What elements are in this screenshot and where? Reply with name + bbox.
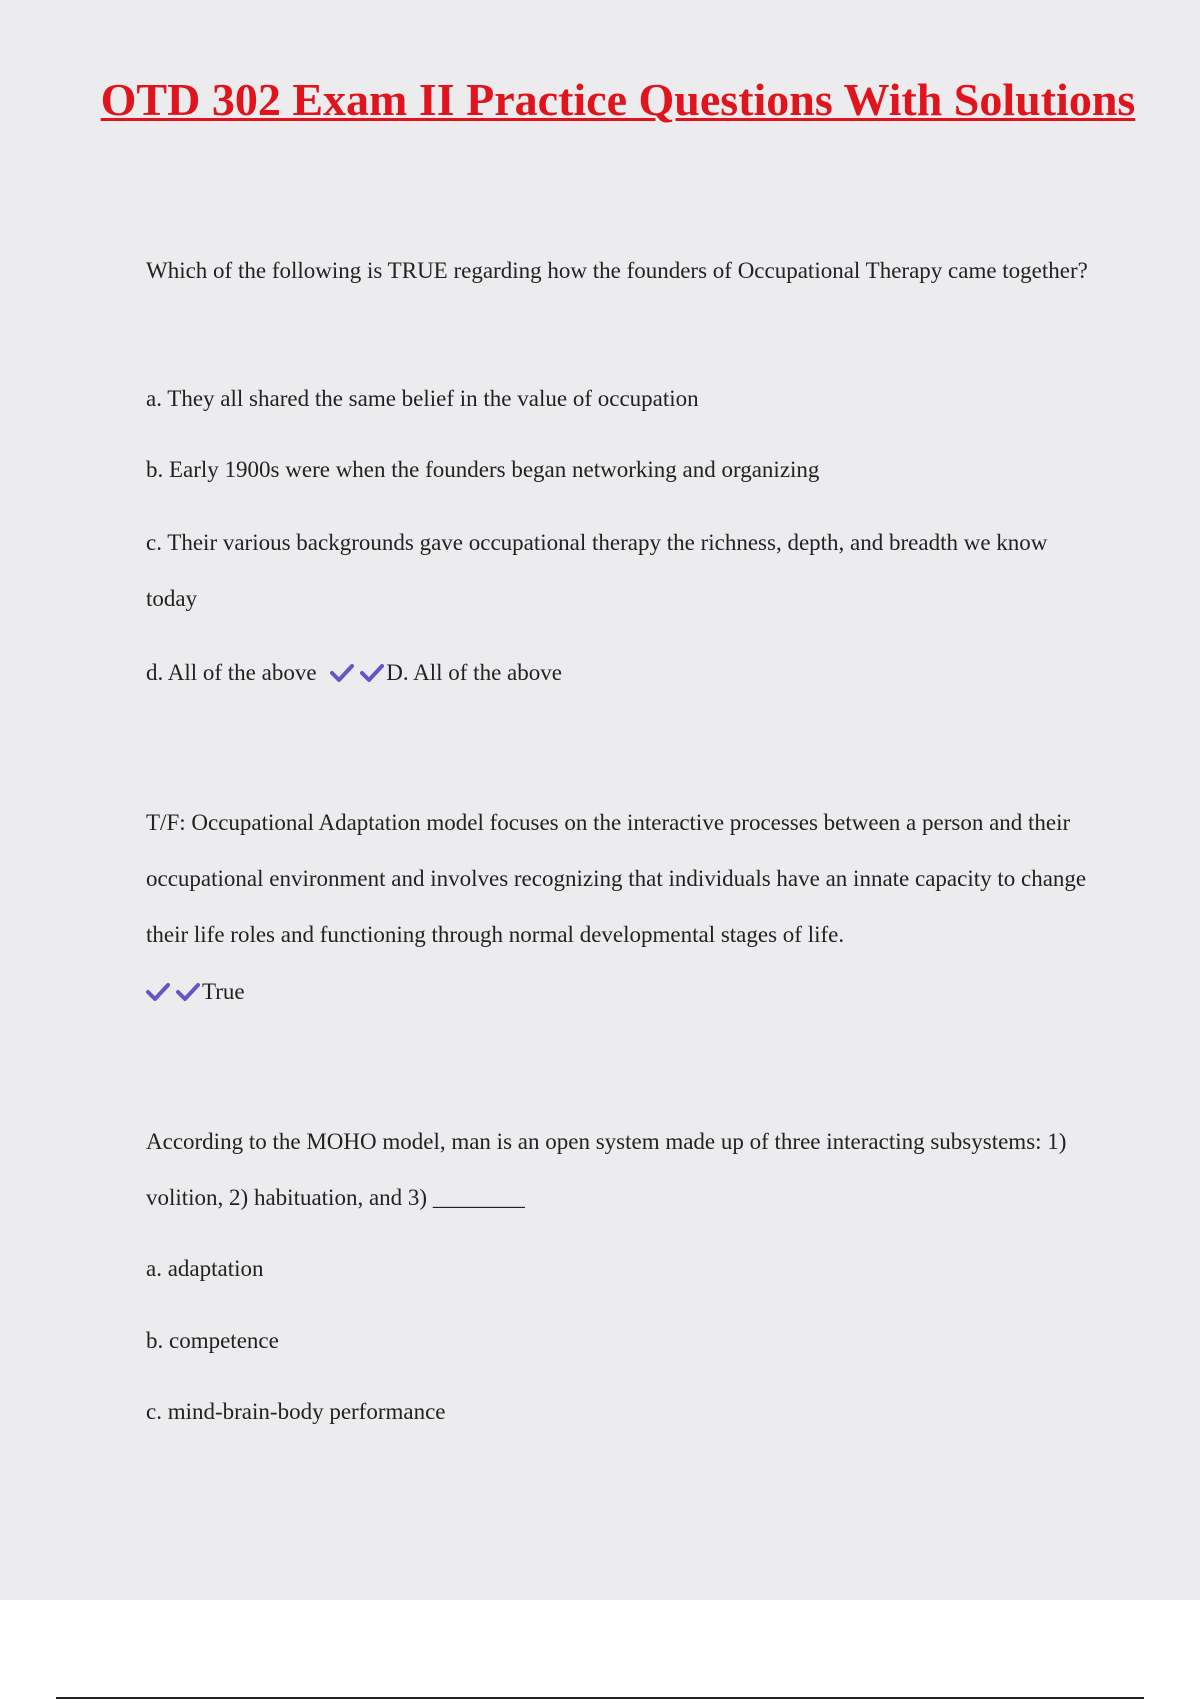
question-1-answer-line: [146, 658, 562, 688]
checkmark-icon: [176, 982, 200, 1002]
question-3-stem: According to the MOHO model, man is an open system made up of three interacting subsystems: 1) volition, 2) habituation, and 3) ________: [146, 1129, 1067, 1210]
question-3-option-c: c. mind-brain-body performance: [146, 1399, 446, 1424]
footer-rule: [56, 1697, 1144, 1699]
question-2-answer: True: [202, 979, 245, 1004]
question-2-stem: T/F: Occupational Adaptation model focuses on the interactive processes between a person and their occupational environment and involves recognizing that individuals have an innate capacity to change their life roles and functioning through normal developmental stages of life.: [146, 810, 1087, 947]
question-1-option-b: b. Early 1900s were when the founders began networking and organizing: [146, 457, 820, 482]
checkmark-icon: [360, 663, 384, 683]
checkmark-icon: [330, 663, 354, 683]
question-2-answer-line: [146, 977, 245, 1007]
question-1-option-a: a. They all shared the same belief in the value of occupation: [146, 386, 699, 411]
document-title: OTD 302 Exam II Practice Questions With Solutions: [100, 74, 1136, 125]
question-3-option-a: a. adaptation: [146, 1256, 264, 1281]
question-1-answer: D. All of the above: [386, 660, 562, 685]
question-1-option-c: c. Their various backgrounds gave occupational therapy the richness, depth, and breadth we know today: [146, 530, 1048, 611]
question-1-stem: Which of the following is TRUE regarding how the founders of Occupational Therapy came together?: [146, 258, 1088, 283]
checkmark-icon: [146, 982, 170, 1002]
question-3-option-b: b. competence: [146, 1328, 279, 1353]
question-1-option-d: d. All of the above: [146, 660, 317, 685]
